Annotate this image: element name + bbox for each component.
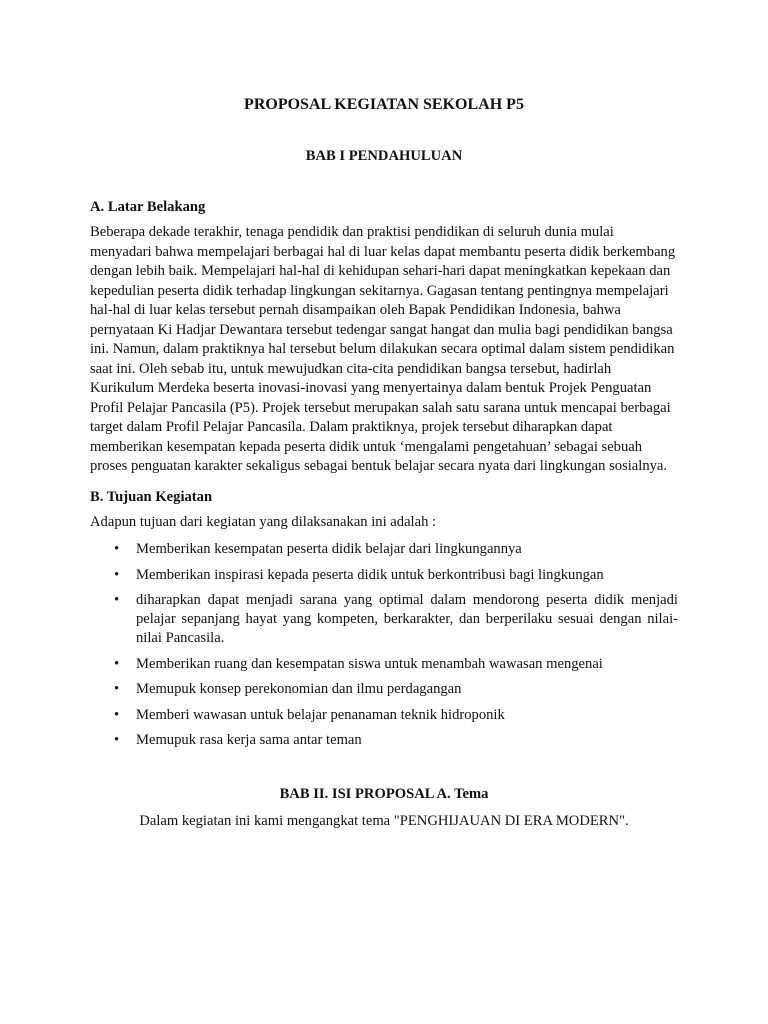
bullet-icon: •: [114, 681, 120, 697]
list-item-text: Memupuk konsep perekonomian dan ilmu perdagangan: [136, 681, 462, 697]
objectives-list: [90, 540, 678, 750]
list-item: [90, 731, 678, 750]
list-item-text: diharapkan dapat menjadi sarana yang optimal dalam mendorong peserta didik menjadi pelajar sepanjang hayat yang kompeten, berkarakter, dan berperilaku sesuai dengan nilai-nilai Pancasila.: [136, 592, 678, 646]
list-item-text: Memberikan ruang dan kesempatan siswa untuk menambah wawasan mengenai: [136, 655, 603, 672]
list-item: [90, 706, 678, 725]
section-a-heading: A. Latar Belakang: [90, 199, 206, 215]
theme-sentence: Dalam kegiatan ini kami mengangkat tema "PENGHIJAUAN DI ERA MODERN".: [139, 813, 629, 829]
list-item-text: Memberi wawasan untuk belajar penanaman teknik hidroponik: [136, 706, 505, 723]
document-title: PROPOSAL KEGIATAN SEKOLAH P5: [244, 96, 524, 113]
objectives-intro: Adapun tujuan dari kegiatan yang dilaksanakan ini adalah :: [90, 513, 437, 530]
bullet-icon: •: [114, 655, 120, 672]
list-item-text: Memberikan kesempatan peserta didik belajar dari lingkungannya: [136, 541, 522, 557]
bullet-icon: •: [114, 732, 120, 748]
list-item-text: Memupuk rasa kerja sama antar teman: [136, 732, 362, 748]
list-item-text: Memberikan inspirasi kepada peserta didik untuk berkontribusi bagi lingkungan: [136, 566, 604, 583]
bullet-icon: •: [114, 592, 120, 608]
bullet-icon: •: [114, 541, 120, 557]
list-item: [90, 655, 678, 674]
background-paragraph: Beberapa dekade terakhir, tenaga pendidik dan praktisi pendidikan di seluruh dunia mulai menyadari bahwa mempelajari berbagai hal di luar kelas dapat membantu peserta didik berkembang dengan lebih baik. Mempelajari hal-hal di kehidupan sehari-hari dapat meningkatkan kepekaan dan kepedulian peserta didik terhadap lingkungan sekitarnya. Gagasan tentang pentingnya mempelajari hal-hal di luar kelas tersebut pernah disampaikan oleh Bapak Pendidikan Indonesia, bahwa pernyataan Ki Hadjar Dewantara tersebut tedengar sangat hangat dan mulia bagi pendidikan bangsa ini. Namun, dalam praktiknya hal tersebut belum dilakukan secara optimal dalam sistem pendidikan saat ini. Oleh sebab itu, untuk mewujudkan cita-cita pendidikan bangsa tersebut, hadirlah Kurikulum Merdeka beserta inovasi-inovasi yang menyertainya dalam bentuk Projek Penguatan Profil Pelajar Pancasila (P5). Projek tersebut merupakan salah satu sarana untuk mencapai berbagai target dalam Profil Pelajar Pancasila. Dalam praktiknya, projek tersebut diharapkan dapat memberikan kesempatan kepada peserta didik untuk ‘mengalami pengetahuan’ sebagai sebuah proses penguatan karakter sekaligus sebagai bentuk belajar secara nyata dari lingkungan sosialnya.: [90, 224, 676, 474]
bullet-icon: •: [114, 706, 120, 723]
list-item: [90, 591, 678, 648]
list-item: [90, 680, 678, 699]
list-item: [90, 540, 678, 559]
chapter-two-title: BAB II. ISI PROPOSAL A. Tema: [279, 786, 489, 802]
bullet-icon: •: [114, 566, 120, 583]
chapter-one-title: BAB I PENDAHULUAN: [305, 148, 463, 164]
list-item: [90, 566, 678, 585]
section-b-heading: B. Tujuan Kegiatan: [90, 488, 213, 505]
